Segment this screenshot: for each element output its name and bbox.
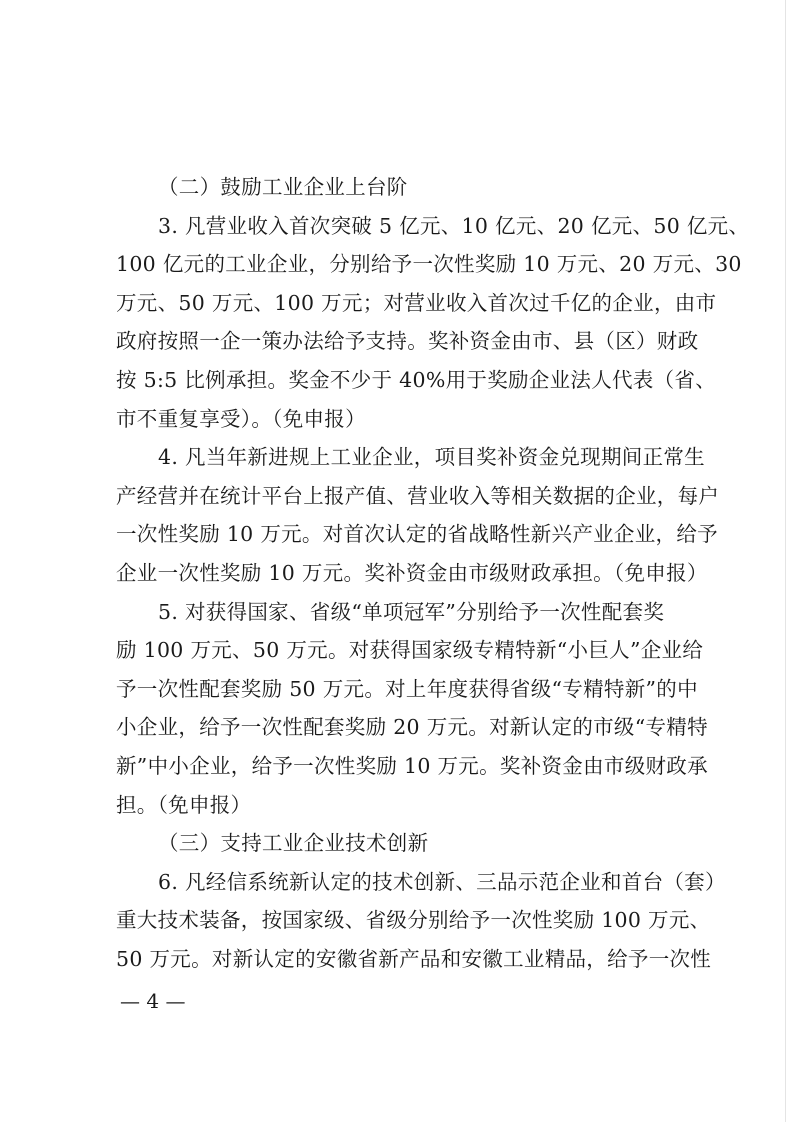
paragraph-5-line-2: 励 100 万元、50 万元。对获得国家级专精特新“小巨人”企业给 [116,638,704,663]
document-body [116,168,750,978]
paragraph-4-line-3: 一次性奖励 10 万元。对首次认定的省战略性新兴产业企业，给予 [116,522,718,547]
paragraph-4-line-1: 4. 凡当年新进规上工业企业，项目奖补资金兑现期间正常生 [158,445,705,470]
paragraph-4-line-2: 产经营并在统计平台上报产值、营业收入等相关数据的企业，每户 [116,483,720,508]
paragraph-5-line-3: 予一次性配套奖励 50 万元。对上年度获得省级“专精特新”的中 [116,676,698,701]
paragraph-3-line-1: 3. 凡营业收入首次突破 5 亿元、10 亿元、20 亿元、50 亿元、 [158,213,750,238]
paragraph-6-line-2: 重大技术装备，按国家级、省级分别给予一次性奖励 100 万元、 [116,908,711,933]
paragraph-3-line-2: 100 亿元的工业企业，分别给予一次性奖励 10 万元、20 万元、30 [116,252,742,277]
paragraph-5-line-1: 5. 对获得国家、省级“单项冠军”分别给予一次性配套奖 [158,599,665,624]
paragraph-5-line-4: 小企业，给予一次性配套奖励 20 万元。对新认定的市级“专精特 [116,715,708,740]
paragraph-5-line-6: 担。（免申报） [116,792,252,817]
section-heading-2: （二）鼓励工业企业上台阶 [158,175,408,199]
paragraph-6-line-3: 50 万元。对新认定的安徽省新产品和安徽工业精品，给予一次性 [116,946,712,971]
paragraph-3-line-4: 政府按照一企一策办法给予支持。奖补资金由市、县（区）财政 [116,329,699,354]
paragraph-5-line-5: 新”中小企业，给予一次性奖励 10 万元。奖补资金由市级财政承 [116,753,708,778]
paragraph-6-line-1: 6. 凡经信系统新认定的技术创新、三品示范企业和首台（套） [158,869,726,894]
paragraph-4-line-4: 企业一次性奖励 10 万元。奖补资金由市级财政承担。（免申报） [116,560,708,585]
paragraph-3-line-3: 万元、50 万元、100 万元；对营业收入首次过千亿的企业，由市 [116,290,717,315]
page-number: — 4 — [120,989,186,1013]
scan-edge-line [785,0,786,1122]
section-heading-3: （三）支持工业企业技术创新 [158,831,429,856]
paragraph-3-line-5: 按 5:5 比例承担。奖金不少于 40%用于奖励企业法人代表（省、 [116,367,717,392]
paragraph-3-line-6: 市不重复享受）。（免申报） [116,406,366,431]
